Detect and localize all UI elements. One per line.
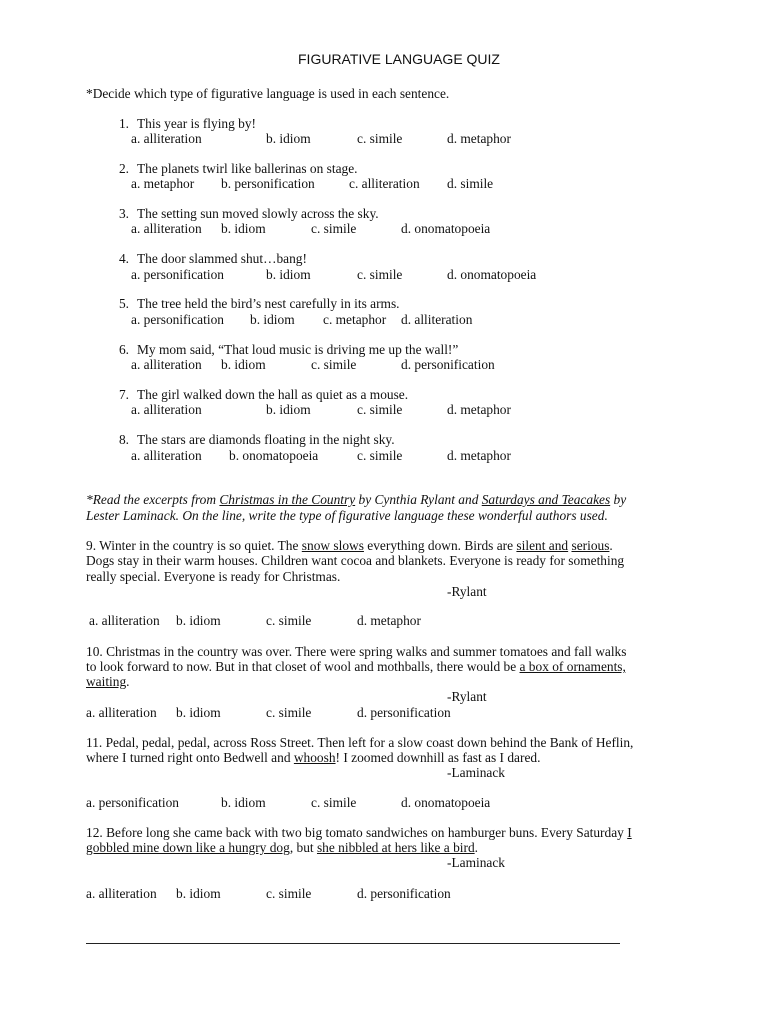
excerpt-author: -Rylant	[447, 584, 487, 599]
question-stem: 7. The girl walked down the hall as quiet as a mouse.	[118, 387, 409, 402]
question-stem: 6. My mom said, “That loud music is driving me up the wall!”	[118, 342, 459, 357]
excerpt-author: -Rylant	[447, 689, 487, 704]
option-d[interactable]: d. personification	[357, 705, 451, 720]
option-d[interactable]: d. alliteration	[401, 312, 473, 327]
excerpt-author: -Laminack	[447, 855, 505, 870]
option-c[interactable]: c. simile	[266, 705, 312, 720]
option-d[interactable]: d. metaphor	[447, 448, 511, 463]
option-b[interactable]: b. idiom	[221, 221, 266, 236]
option-d[interactable]: d. onomatopoeia	[401, 221, 491, 236]
excerpt-line: really special. Everyone is ready for Christmas.	[86, 569, 341, 584]
option-c[interactable]: c. simile	[311, 357, 357, 372]
instructions-part-2-line-2: Lester Laminack. On the line, write the type of figurative language these wonderful authors used.	[86, 508, 608, 523]
option-d[interactable]: d. personification	[401, 357, 495, 372]
option-c[interactable]: c. simile	[357, 267, 403, 282]
option-c[interactable]: c. metaphor	[323, 312, 387, 327]
option-a[interactable]: a. alliteration	[89, 613, 160, 628]
option-a[interactable]: a. alliteration	[131, 448, 202, 463]
question-stem: 3. The setting sun moved slowly across the sky.	[118, 206, 379, 221]
option-a[interactable]: a. alliteration	[131, 221, 202, 236]
option-c[interactable]: c. simile	[357, 402, 403, 417]
option-c[interactable]: c. simile	[266, 613, 312, 628]
excerpt-line: waiting.	[86, 674, 130, 689]
option-a[interactable]: a. personification	[86, 795, 179, 810]
excerpt-line: where I turned right onto Bedwell and whoosh! I zoomed downhill as fast as I dared.	[86, 750, 541, 765]
option-b[interactable]: b. idiom	[176, 886, 221, 901]
excerpt-line: 10. Christmas in the country was over. There were spring walks and summer tomatoes and fall walks	[86, 644, 627, 659]
option-a[interactable]: a. alliteration	[86, 705, 157, 720]
instructions-part-1: *Decide which type of figurative language is used in each sentence.	[86, 86, 450, 101]
excerpt-line: 12. Before long she came back with two big tomato sandwiches on hamburger buns. Every Saturday I	[86, 825, 632, 840]
option-b[interactable]: b. idiom	[221, 795, 266, 810]
book-title-christmas-in-the-country: Christmas in the Country	[219, 492, 356, 507]
option-d[interactable]: d. personification	[357, 886, 451, 901]
excerpt-line: 11. Pedal, pedal, pedal, across Ross Street. Then left for a slow coast down behind the Bank of Heflin,	[86, 735, 634, 750]
book-title-saturdays-and-teacakes: Saturdays and Teacakes	[481, 492, 611, 507]
option-a[interactable]: a. alliteration	[131, 402, 202, 417]
option-d[interactable]: d. metaphor	[447, 402, 511, 417]
page-title: FIGURATIVE LANGUAGE QUIZ	[298, 51, 500, 67]
option-a[interactable]: a. alliteration	[86, 886, 157, 901]
option-d[interactable]: d. metaphor	[357, 613, 421, 628]
question-stem: 8. The stars are diamonds floating in the night sky.	[118, 432, 395, 447]
instructions-part-2: *Read the excerpts from Christmas in the Country by Cynthia Rylant and Saturdays and Teacakes by	[86, 492, 627, 507]
option-b[interactable]: b. personification	[221, 176, 315, 191]
option-b[interactable]: b. idiom	[176, 705, 221, 720]
option-b[interactable]: b. idiom	[221, 357, 266, 372]
option-d[interactable]: d. onomatopoeia	[447, 267, 537, 282]
question-stem: 4. The door slammed shut…bang!	[118, 251, 307, 266]
excerpt-author: -Laminack	[447, 765, 505, 780]
question-stem: 2. The planets twirl like ballerinas on stage.	[118, 161, 358, 176]
option-c[interactable]: c. simile	[357, 448, 403, 463]
option-b[interactable]: b. idiom	[266, 131, 311, 146]
option-b[interactable]: b. idiom	[176, 613, 221, 628]
option-c[interactable]: c. alliteration	[349, 176, 420, 191]
option-d[interactable]: d. onomatopoeia	[401, 795, 491, 810]
option-c[interactable]: c. simile	[311, 221, 357, 236]
option-d[interactable]: d. metaphor	[447, 131, 511, 146]
option-a[interactable]: a. alliteration	[131, 357, 202, 372]
option-a[interactable]: a. metaphor	[131, 176, 195, 191]
question-stem: 1. This year is flying by!	[118, 116, 257, 131]
option-b[interactable]: b. idiom	[266, 267, 311, 282]
option-b[interactable]: b. idiom	[266, 402, 311, 417]
option-b[interactable]: b. idiom	[250, 312, 295, 327]
excerpt-line: to look forward to now. But in that closet of wool and mothballs, there would be a box of ornaments,	[86, 659, 626, 674]
option-c[interactable]: c. simile	[357, 131, 403, 146]
excerpt-line: Dogs stay in their warm houses. Children want cocoa and blankets. Everyone is ready for something	[86, 553, 625, 568]
excerpt-line: 9. Winter in the country is so quiet. The snow slows everything down. Birds are silent and serious.	[86, 538, 613, 553]
option-b[interactable]: b. onomatopoeia	[229, 448, 319, 463]
option-d[interactable]: d. simile	[447, 176, 494, 191]
option-c[interactable]: c. simile	[311, 795, 357, 810]
option-c[interactable]: c. simile	[266, 886, 312, 901]
option-a[interactable]: a. alliteration	[131, 131, 202, 146]
footer-divider	[86, 943, 620, 944]
option-a[interactable]: a. personification	[131, 267, 224, 282]
excerpt-line: gobbled mine down like a hungry dog, but she nibbled at hers like a bird.	[86, 840, 478, 855]
option-a[interactable]: a. personification	[131, 312, 224, 327]
question-stem: 5. The tree held the bird’s nest carefully in its arms.	[118, 296, 400, 311]
